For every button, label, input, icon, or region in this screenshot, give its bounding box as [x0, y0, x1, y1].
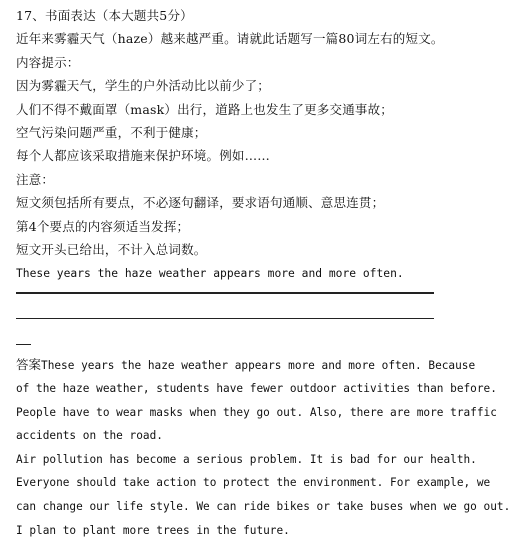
notes-title: 注意： — [16, 171, 55, 187]
point-item: 因为雾霾天气，学生的户外活动比以前少了； — [16, 78, 271, 94]
answer-blank-line — [16, 318, 434, 319]
answer-line: of the haze weather, students have fewer outdoor activities than before. — [16, 382, 497, 396]
given-opening-sentence: These years the haze weather appears more and more often. — [16, 267, 404, 281]
answer-line: People have to wear masks when they go out. Also, there are more traffic — [16, 405, 497, 419]
answer-line: I plan to plant more trees in the future. — [16, 523, 290, 537]
points-title: 内容提示： — [16, 54, 80, 70]
answer-line: Everyone should take action to protect the environment. For example, we — [16, 476, 491, 490]
exam-question — [16, 4, 510, 542]
note-item: 短文须包括所有要点，不必逐句翻译，要求语句通顺、意思连贯； — [16, 195, 385, 211]
point-item: 人们不得不戴面罩（mask）出行，道路上也发生了更多交通事故； — [16, 101, 393, 117]
question-heading: 17、书面表达（本大题共5分） — [16, 8, 193, 23]
answer-line: Air pollution has become a serious problem. It is bad for our health. — [16, 452, 477, 466]
note-item: 第4个要点的内容须适当发挥； — [16, 218, 190, 234]
point-item: 每个人都应该采取措施来保护环境。例如…… — [16, 148, 271, 164]
answer-line: accidents on the road. — [16, 429, 163, 443]
point-item: 空气污染问题严重，不利于健康； — [16, 124, 207, 140]
answer-blank-line — [16, 292, 434, 293]
answer-label: 答案 — [16, 357, 42, 373]
answer-line — [16, 353, 476, 377]
question-instruction: 近年来雾霾天气（haze）越来越严重。请就此话题写一篇80词左右的短文。 — [16, 31, 444, 47]
answer-line: can change our life style. We can ride bikes or take buses when we go out. — [16, 500, 510, 514]
answer-text: These years the haze weather appears more and more often. Because — [41, 359, 476, 373]
answer-blank-line — [16, 344, 31, 345]
answer-section — [16, 353, 510, 542]
note-item: 短文开头已给出，不计入总词数。 — [16, 241, 207, 257]
